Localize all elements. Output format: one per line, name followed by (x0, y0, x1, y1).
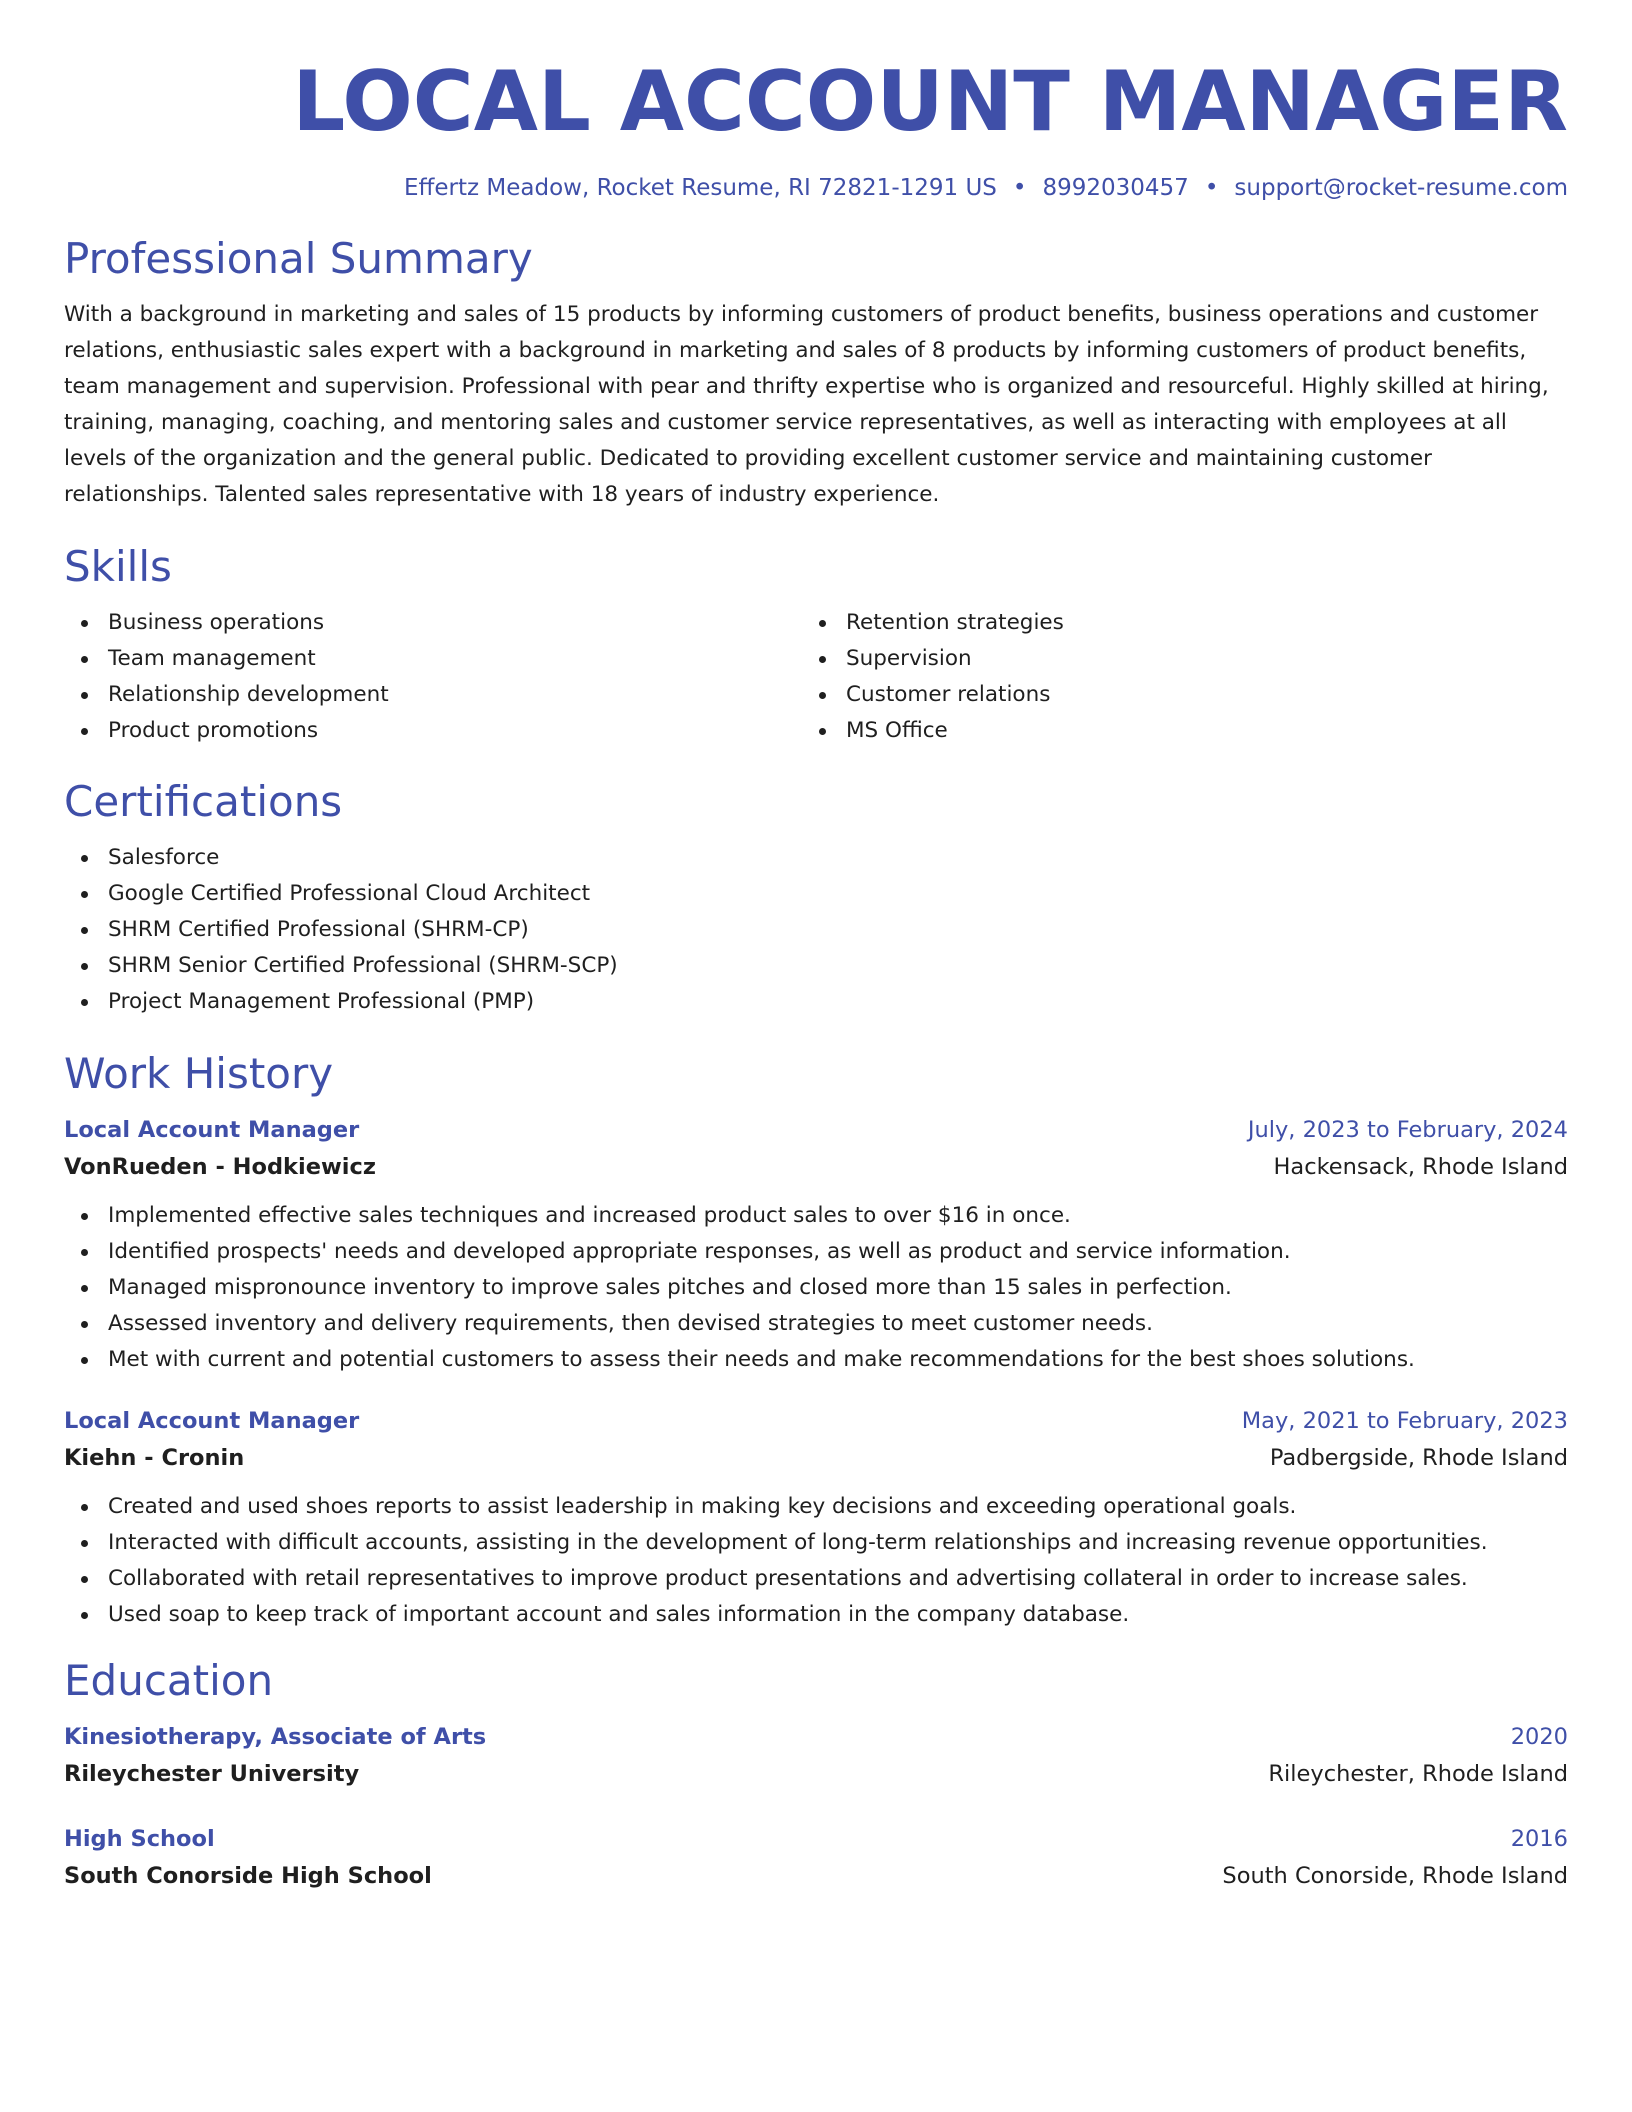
education-degree: High School (64, 1826, 215, 1852)
job-bullets (64, 1489, 1568, 1633)
contact-separator: • (1012, 175, 1027, 201)
skills-section (64, 541, 1568, 749)
job-bullet: Implemented effective sales techniques and increased product sales to over $16 in once. (64, 1198, 1568, 1234)
education-location: South Conorside, Rhode Island (1222, 1863, 1568, 1889)
job-dates: May, 2021 to February, 2023 (1241, 1408, 1568, 1434)
job-bullet: Met with current and potential customers to assess their needs and make recommendations for the best shoes solutions. (64, 1342, 1568, 1378)
skill-item: Team management (64, 641, 802, 677)
summary-text: With a background in marketing and sales of 15 products by informing customers of product benefits, business operations and customer relations, enthusiastic sales expert with a background in marketing and sales of 8 products by informing customers of product benefits, team management and supervision. Professional with pear and thrifty expertise who is organized and resourceful. Highly skilled at hiring, training, managing, coaching, and mentoring sales and customer service representatives, as well as interacting with employees at all levels of the organization and the general public. Dedicated to providing excellent customer service and maintaining customer relationships. Talented sales representative with 18 years of industry experience. (64, 302, 1549, 507)
certifications-list (64, 840, 1568, 1020)
job-entry (64, 1403, 1568, 1633)
education-location: Rileychester, Rhode Island (1268, 1761, 1568, 1787)
contact-line (64, 172, 1568, 204)
job-company-row (64, 1439, 1568, 1477)
education-section (64, 1655, 1568, 1895)
skill-item: Relationship development (64, 677, 802, 713)
education-year: 2020 (1510, 1724, 1568, 1750)
work-history-section (64, 1048, 1568, 1633)
job-bullet: Collaborated with retail representatives to improve product presentations and advertising collateral in order to increase sales. (64, 1561, 1568, 1597)
certifications-section (64, 776, 1568, 1020)
certification-item: SHRM Certified Professional (SHRM-CP) (64, 912, 1568, 948)
skill-item: MS Office (802, 713, 1540, 749)
skill-item: Business operations (64, 605, 802, 641)
education-header-row (64, 1821, 1568, 1857)
section-title-education: Education (64, 1656, 274, 1705)
skill-item: Product promotions (64, 713, 802, 749)
job-bullet: Created and used shoes reports to assist leadership in making key decisions and exceeding operational goals. (64, 1489, 1568, 1525)
job-header-row (64, 1403, 1568, 1439)
certification-item: Google Certified Professional Cloud Architect (64, 876, 1568, 912)
skills-column-right (802, 605, 1540, 749)
job-bullet: Used soap to keep track of important account and sales information in the company database. (64, 1597, 1568, 1633)
contact-email: support@rocket-resume.com (1234, 175, 1568, 201)
certification-item: Salesforce (64, 840, 1568, 876)
job-dates: July, 2023 to February, 2024 (1247, 1117, 1568, 1143)
resume-name: LOCAL ACCOUNT MANAGER (292, 53, 1568, 150)
job-bullet: Interacted with difficult accounts, assisting in the development of long-term relationships and increasing revenue opportunities. (64, 1525, 1568, 1561)
education-school: South Conorside High School (64, 1863, 432, 1889)
job-entry (64, 1112, 1568, 1378)
skills-column-left (64, 605, 802, 749)
contact-phone: 8992030457 (1042, 175, 1189, 201)
education-school: Rileychester University (64, 1761, 360, 1787)
section-title-certifications: Certifications (64, 777, 343, 826)
certification-item: Project Management Professional (PMP) (64, 984, 1568, 1020)
job-location: Hackensack, Rhode Island (1273, 1154, 1568, 1180)
skill-item: Supervision (802, 641, 1540, 677)
contact-address: Effertz Meadow, Rocket Resume, RI 72821-1291 US (404, 175, 997, 201)
job-title: Local Account Manager (64, 1117, 360, 1143)
job-company: VonRueden - Hodkiewicz (64, 1154, 376, 1180)
education-school-row (64, 1857, 1568, 1895)
job-bullets (64, 1198, 1568, 1378)
skill-item: Retention strategies (802, 605, 1540, 641)
job-header-row (64, 1112, 1568, 1148)
job-bullet: Identified prospects' needs and developed appropriate responses, as well as product and service information. (64, 1234, 1568, 1270)
job-company: Kiehn - Cronin (64, 1445, 245, 1471)
job-title: Local Account Manager (64, 1408, 360, 1434)
job-location: Padbergside, Rhode Island (1269, 1445, 1568, 1471)
job-company-row (64, 1148, 1568, 1186)
skills-grid (64, 605, 1568, 749)
education-school-row (64, 1755, 1568, 1793)
education-entry (64, 1821, 1568, 1895)
education-entry (64, 1719, 1568, 1793)
education-year: 2016 (1510, 1826, 1568, 1852)
job-bullet: Assessed inventory and delivery requirements, then devised strategies to meet customer needs. (64, 1306, 1568, 1342)
education-header-row (64, 1719, 1568, 1755)
summary-section (64, 233, 1568, 513)
contact-separator: • (1204, 175, 1219, 201)
section-title-skills: Skills (64, 542, 172, 591)
section-title-summary: Professional Summary (64, 234, 533, 283)
certification-item: SHRM Senior Certified Professional (SHRM-SCP) (64, 948, 1568, 984)
section-title-work-history: Work History (64, 1049, 334, 1098)
skill-item: Customer relations (802, 677, 1540, 713)
education-degree: Kinesiotherapy, Associate of Arts (64, 1724, 487, 1750)
job-bullet: Managed mispronounce inventory to improve sales pitches and closed more than 15 sales in perfection. (64, 1270, 1568, 1306)
